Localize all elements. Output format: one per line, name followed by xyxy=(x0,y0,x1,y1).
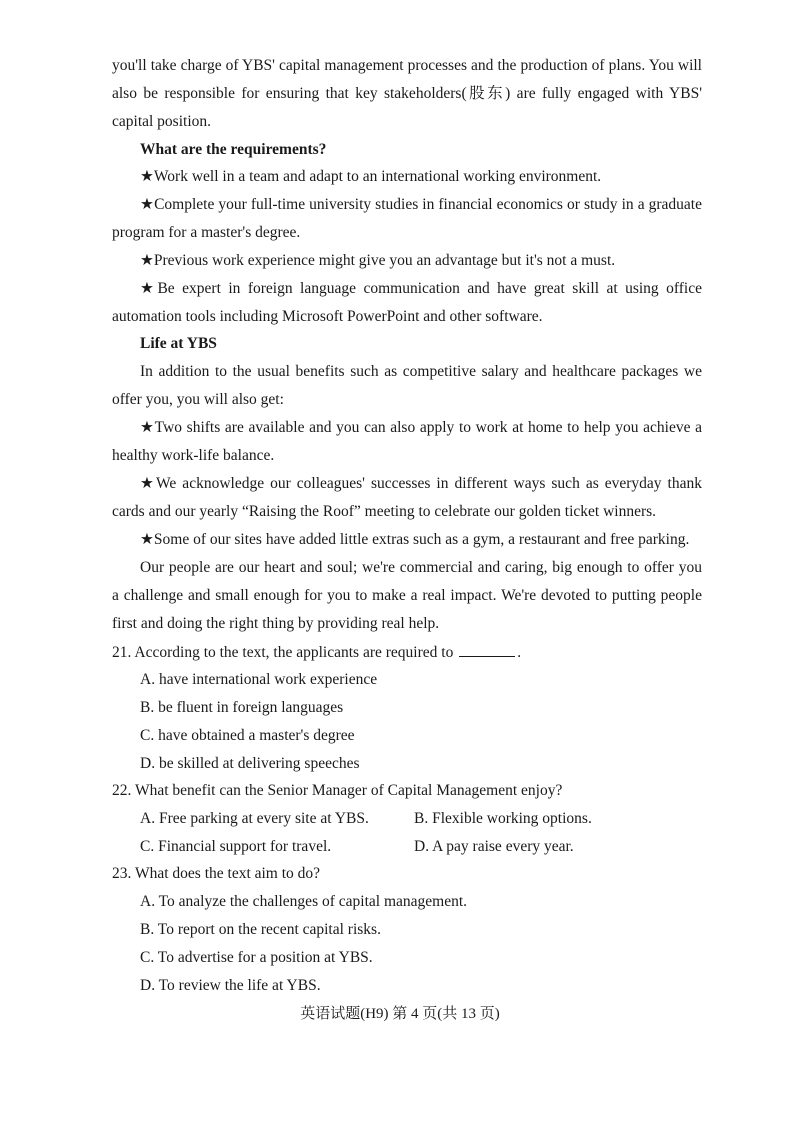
question-23-option-a: A. To analyze the challenges of capital management. xyxy=(140,893,468,910)
requirement-item: ★Work well in a team and adapt to an international working environment. xyxy=(140,168,602,185)
life-heading: Life at YBS xyxy=(140,335,217,352)
passage-line: also be responsible for ensuring that key stakeholders(股东) are fully engaged with YBS' xyxy=(112,85,702,102)
benefit-item: ★Some of our sites have added little extras such as a gym, a restaurant and free parking. xyxy=(140,531,690,548)
benefit-item: ★Two shifts are available and you can also apply to work at home to help you achieve a xyxy=(140,419,702,436)
question-21-option-b: B. be fluent in foreign languages xyxy=(140,699,344,716)
requirements-heading: What are the requirements? xyxy=(140,141,327,158)
question-22-option-a: A. Free parking at every site at YBS. xyxy=(140,810,369,827)
question-22-option-c: C. Financial support for travel. xyxy=(140,838,332,855)
question-21-option-a: A. have international work experience xyxy=(140,671,378,688)
question-23-stem: 23. What does the text aim to do? xyxy=(112,865,321,882)
requirement-item: ★Be expert in foreign language communication and have great skill at using office xyxy=(140,280,702,297)
passage-line: offer you, you will also get: xyxy=(112,391,284,408)
passage-line: first and doing the right thing by providing real help. xyxy=(112,615,440,632)
question-21-option-d: D. be skilled at delivering speeches xyxy=(140,755,360,772)
question-21-stem xyxy=(112,642,702,663)
requirement-item-cont: automation tools including Microsoft PowerPoint and other software. xyxy=(112,308,543,325)
question-23-option-c: C. To advertise for a position at YBS. xyxy=(140,949,373,966)
benefit-item-cont: healthy work-life balance. xyxy=(112,447,275,464)
benefit-item-cont: cards and our yearly “Raising the Roof” meeting to celebrate our golden ticket winners. xyxy=(112,503,657,520)
question-22-option-d: D. A pay raise every year. xyxy=(414,838,574,855)
requirement-item: ★Previous work experience might give you an advantage but it's not a must. xyxy=(140,252,616,269)
question-21-end: . xyxy=(517,644,522,661)
question-21-text: 21. According to the text, the applicants are required to xyxy=(112,644,454,661)
benefit-item: ★We acknowledge our colleagues' successes in different ways such as everyday thank xyxy=(140,475,702,492)
passage-line: Our people are our heart and soul; we're commercial and caring, big enough to offer you xyxy=(140,559,702,576)
question-23-option-d: D. To review the life at YBS. xyxy=(140,977,321,994)
passage-line: a challenge and small enough for you to make a real impact. We're devoted to putting people xyxy=(112,587,702,604)
question-22-option-b: B. Flexible working options. xyxy=(414,810,592,827)
page-footer: 英语试题(H9) 第 4 页(共 13 页) xyxy=(300,1006,500,1022)
passage-line: capital position. xyxy=(112,113,212,130)
requirement-item: ★Complete your full-time university studies in financial economics or study in a graduate xyxy=(140,196,702,213)
answer-blank xyxy=(459,642,515,657)
passage-line: In addition to the usual benefits such as competitive salary and healthcare packages we xyxy=(140,363,702,380)
question-23-option-b: B. To report on the recent capital risks. xyxy=(140,921,381,938)
question-21-option-c: C. have obtained a master's degree xyxy=(140,727,355,744)
requirement-item-cont: program for a master's degree. xyxy=(112,224,301,241)
passage-line: you'll take charge of YBS' capital management processes and the production of plans. You will xyxy=(112,57,702,74)
question-22-stem: 22. What benefit can the Senior Manager of Capital Management enjoy? xyxy=(112,782,563,799)
